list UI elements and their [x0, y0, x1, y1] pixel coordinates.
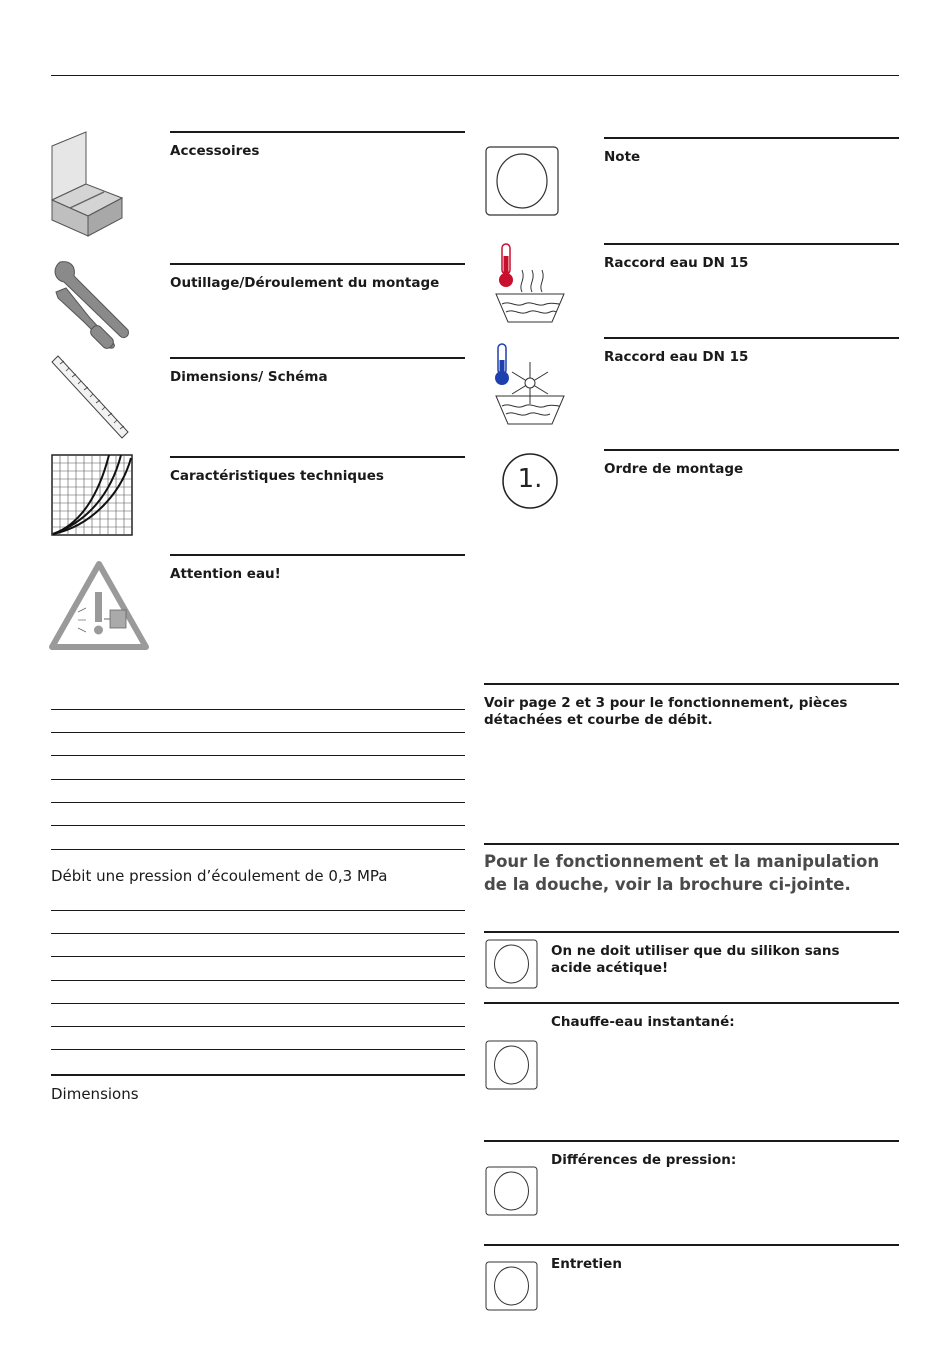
top-rule: [51, 75, 899, 76]
note-icon: [485, 1040, 538, 1090]
section-rule: [484, 843, 899, 845]
section-rule: [170, 456, 465, 458]
section-rule: [170, 263, 465, 265]
section-rule: [484, 683, 899, 685]
section-label-ordre: Ordre de montage: [604, 461, 744, 477]
table-rule: [51, 1049, 465, 1050]
table-rule: [51, 709, 465, 710]
box-icon: [50, 130, 125, 238]
note-icon: [485, 939, 538, 989]
ruler-icon: [50, 354, 130, 440]
dimensions-heading: Dimensions: [51, 1085, 139, 1103]
section-rule: [484, 931, 899, 933]
section-label-attention: Attention eau!: [170, 566, 281, 582]
graph-icon: [51, 454, 133, 536]
see-pages-note: Voir page 2 et 3 pour le fonctionnement, pièces détachées et courbe de débit.: [484, 695, 848, 728]
section-rule: [170, 357, 465, 359]
section-rule: [170, 131, 465, 133]
cold-water-icon: [494, 342, 566, 426]
section-label-caracteristiques: Caractéristiques techniques: [170, 468, 384, 484]
note-silikon: On ne doit utiliser que du silikon sans acide acétique!: [551, 943, 840, 976]
section-rule: [484, 1140, 899, 1142]
step-number: 1.: [517, 464, 543, 494]
section-label-outillage: Outillage/Déroulement du montage: [170, 275, 440, 291]
section-label-dimensions: Dimensions/ Schéma: [170, 369, 328, 385]
table-rule: [51, 802, 465, 803]
table-rule: [51, 1026, 465, 1027]
note-pression: Différences de pression:: [551, 1152, 737, 1168]
table-rule: [51, 732, 465, 733]
warning-icon: [50, 562, 148, 650]
brochure-note: Pour le fonctionnement et la manipulation de la douche, voir la brochure ci-jointe.: [484, 852, 880, 894]
table-rule: [51, 1074, 465, 1076]
section-rule: [604, 243, 899, 245]
table-rule: [51, 755, 465, 756]
table-rule: [51, 849, 465, 850]
section-rule: [484, 1244, 899, 1246]
table-rule: [51, 779, 465, 780]
table-rule: [51, 980, 465, 981]
note-icon: [485, 146, 559, 216]
section-rule: [604, 337, 899, 339]
note-entretien: Entretien: [551, 1256, 622, 1272]
section-label-accessoires: Accessoires: [170, 143, 260, 159]
flow-heading: Débit une pression d’écoulement de 0,3 MPa: [51, 867, 388, 885]
table-rule: [51, 956, 465, 957]
note-chauffe-eau: Chauffe-eau instantané:: [551, 1014, 735, 1030]
section-rule: [484, 1002, 899, 1004]
section-rule: [170, 554, 465, 556]
table-rule: [51, 910, 465, 911]
hot-water-icon: [494, 242, 566, 326]
section-label-raccord-froid: Raccord eau DN 15: [604, 349, 749, 365]
tools-icon: [50, 258, 134, 350]
section-rule: [604, 449, 899, 451]
note-icon: [485, 1166, 538, 1216]
table-rule: [51, 933, 465, 934]
table-rule: [51, 825, 465, 826]
section-rule: [604, 137, 899, 139]
note-icon: [485, 1261, 538, 1311]
section-label-raccord-chaud: Raccord eau DN 15: [604, 255, 749, 271]
table-rule: [51, 1003, 465, 1004]
section-label-note: Note: [604, 149, 641, 165]
